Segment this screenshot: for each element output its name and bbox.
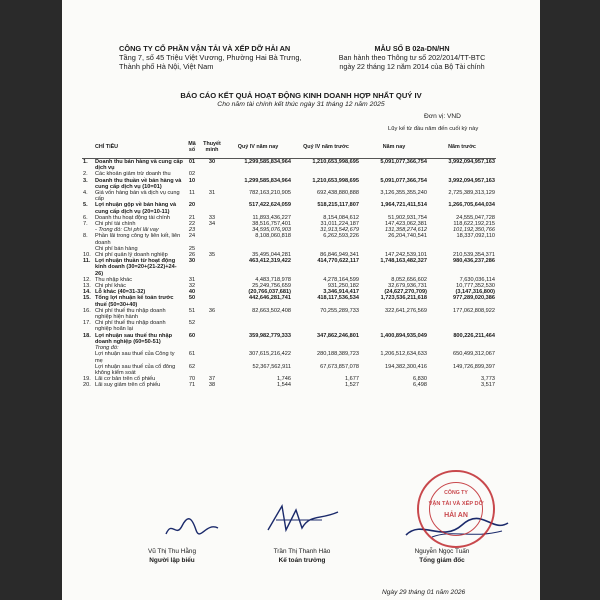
year-previous-value: 3,773 [481,376,495,383]
row-number: 10. [83,252,91,259]
q-current-value: (20,766,037,681) [248,289,291,296]
col-code: Mã số [184,136,200,159]
year-previous-value: 650,499,312,067 [453,351,495,358]
row-label: Doanh thu thuần về bán hàng và cung cấp dịch vụ (10=01) [95,177,182,190]
q-previous-value: 418,117,536,534 [317,295,359,302]
row-code: 10 [188,177,196,184]
signature-accountant [242,548,362,564]
q-current-value: 1,299,585,834,964 [244,159,291,165]
company-address-line2: Thành phố Hà Nội, Việt Nam [119,62,214,71]
row-label: Lợi nhuận thuần từ hoạt động kinh doanh (30=20+(21-22)+24-26) [95,258,177,277]
row-number [82,351,94,363]
year-previous-value: 977,289,020,386 [453,295,495,302]
q-previous-value: 518,215,117,807 [317,202,359,209]
row-code: 23 [188,227,196,234]
row-number: 15. [83,295,91,302]
form-line1: Ban hành theo Thông tư số 202/2014/TT-BTC [338,53,486,62]
q-previous-value: 414,770,622,117 [317,258,359,265]
row-number: 12. [83,276,91,283]
row-number: 3. [83,177,88,184]
year-previous-value: 118,622,192,215 [453,221,495,228]
row-code: 70 [188,376,196,383]
row-label: Giá vốn hàng bán và dịch vụ cung cấp [95,190,180,203]
year-current-value: 26,204,740,541 [388,233,427,240]
row-label: Doanh thu hoạt động tài chính [95,214,170,221]
col-q-previous: Quý IV năm trước [292,136,360,159]
year-previous-value: 3,992,094,957,163 [448,159,495,165]
table-row [82,382,496,388]
q-current-value: 517,422,624,059 [249,202,291,209]
row-code: 24 [188,233,196,240]
q-current-value: 8,108,060,818 [255,233,291,240]
row-number: 11. [83,258,91,265]
year-current-value: 1,206,512,634,633 [380,351,427,358]
q-current-value: 442,646,281,741 [249,295,291,302]
table-header-row [82,136,496,159]
row-label: Lãi cơ bản trên cổ phiếu [95,376,156,383]
seal-line2: VẬN TẢI VÀ XẾP DỠ [428,501,484,507]
q-previous-value: 4,278,164,599 [323,276,359,283]
year-current-value [360,320,428,332]
row-code: 52 [188,320,196,327]
row-note: 31 [208,190,216,197]
year-current-value: 147,423,062,381 [385,221,427,228]
row-note [200,320,224,332]
company-name: CÔNG TY CỔ PHẦN VẬN TẢI VÀ XẾP DỠ HẢI AN [119,44,291,53]
year-current-value: 147,242,539,101 [385,252,427,259]
table-row [82,320,496,332]
row-label: Lợi nhuận sau thuế thu nhập doanh nghiệp (60=50-51) [95,332,173,345]
q-previous-value: 31,011,224,187 [320,221,359,228]
year-previous-value: 177,062,808,922 [453,307,495,314]
signatory-name: Trần Thị Thanh Hảo [273,548,331,555]
form-line2: ngày 22 tháng 12 năm 2014 của Bộ Tài chính [339,62,485,71]
year-current-value: 5,091,077,366,754 [380,177,427,184]
signature-preparer-icon [162,512,222,542]
signatory-name: Vũ Thị Thu Hằng [147,548,197,555]
q-current-value: 52,367,562,911 [252,363,291,370]
row-number: 2. [83,171,88,178]
row-label: Phần lãi trong công ty liên kết, liên doanh [95,233,181,246]
q-current-value: 307,615,216,422 [249,351,291,358]
row-number: 16. [83,307,91,314]
row-code: 01 [188,159,196,165]
row-code: 32 [188,283,196,290]
year-current-value: 51,902,931,754 [388,214,427,221]
q-previous-value: 8,154,084,612 [323,214,359,221]
document-page [62,0,540,600]
q-previous-value: 280,188,389,723 [317,351,359,358]
year-previous-value: 210,539,354,371 [453,252,495,259]
company-seal [417,470,495,548]
table-row [82,351,496,363]
signatory-role: Tổng giám đốc [419,557,465,564]
row-code: 62 [188,363,196,370]
q-previous-value: 1,677 [345,376,359,383]
year-previous-value: 2,725,389,313,129 [448,190,495,197]
row-number: 20. [83,382,91,389]
row-number: 4. [83,190,88,197]
report-title: BÁO CÁO KẾT QUẢ HOẠT ĐỘNG KINH DOANH HỢP NHẤT QUÝ IV [180,91,422,100]
year-current-value: 5,091,077,366,754 [380,159,427,165]
q-previous-value: 86,846,949,341 [320,252,359,259]
row-note: 33 [208,214,216,221]
year-previous-value: 10,777,352,530 [456,283,495,290]
row-note [200,178,224,190]
table-row [82,295,496,307]
q-previous-value: 70,255,289,733 [320,307,359,314]
q-previous-value: 67,673,857,078 [320,363,359,370]
income-statement-table [82,136,496,389]
row-label: Chi phí tài chính [95,221,136,228]
row-number [82,364,94,376]
year-current-value: 194,382,300,416 [385,363,427,370]
year-current-value: 1,964,721,411,514 [380,202,427,209]
table-row [82,233,496,245]
row-note [200,351,224,363]
signatory-role: Kế toán trưởng [278,557,326,564]
year-current-value: 6,498 [413,382,427,389]
q-current-value: 1,746 [277,376,291,383]
row-note [200,233,224,245]
company-block [119,44,302,71]
q-previous-value: 931,250,182 [327,283,359,290]
q-current-value: 1,544 [277,382,291,389]
q-previous-value: 1,210,653,998,695 [312,177,359,184]
seal-line1: CÔNG TY [444,490,468,496]
q-current-value: 82,663,502,408 [252,307,291,314]
seal-line3: HẢI AN [444,512,468,519]
year-previous-value: 7,630,036,114 [459,276,495,283]
table-row [82,333,496,345]
q-current-value: 34,595,076,903 [252,227,291,234]
q-current-value: 463,412,319,422 [249,258,291,265]
year-previous-value: 3,517 [481,382,495,389]
row-code: 50 [188,295,196,302]
signatory-role: Người lập biểu [149,557,195,564]
row-label: Tổng lợi nhuận kế toán trước thuế (50=30+40) [95,295,174,308]
row-label: Lỗ khác (40=31-32) [95,289,146,296]
q-current-value: 38,516,757,401 [252,221,291,228]
row-label: - Trong đó: Chi phí lãi vay [95,227,159,234]
row-note: 38 [208,382,216,389]
year-previous-value: (3,147,316,800) [455,289,495,296]
row-label: Lãi suy giảm trên cổ phiếu [95,382,161,389]
currency-unit: Đơn vị: VND [424,113,461,120]
row-number: 7. [83,221,88,228]
year-current-value: 32,679,936,731 [388,283,427,290]
year-previous-value: 18,337,092,110 [456,233,495,240]
row-label: Chi phí khác [95,283,127,290]
q-previous-value: 6,262,593,226 [323,233,359,240]
row-code: 22 [188,221,196,228]
year-current-value: 6,830 [413,376,427,383]
col-item: CHỈ TIÊU [94,136,184,159]
q-current-value [224,320,292,332]
company-address-line1: Tầng 7, số 45 Triệu Việt Vương, Phường Hai Bà Trưng, [119,53,302,62]
table-row [82,308,496,320]
table-row [82,178,496,190]
row-code: 61 [188,351,196,358]
row-code: 20 [188,202,196,209]
row-number: 1. [83,159,88,165]
q-previous-value: 3,346,914,417 [323,289,359,296]
row-label: Thu nhập khác [95,276,133,283]
row-number: 6. [83,214,88,221]
report-subtitle: Cho năm tài chính kết thúc ngày 31 tháng 12 năm 2025 [217,101,385,108]
row-label: Các khoản giảm trừ doanh thu [95,171,171,178]
year-previous-value: 149,726,899,397 [453,363,495,370]
row-note [200,258,224,277]
row-label: Chi phí thuế thu nhập doanh nghiệp hiện hành [95,307,166,321]
col-no [82,136,94,159]
year-previous-value: 24,555,047,728 [456,214,495,221]
row-number: 14. [83,289,91,296]
table-row [82,202,496,214]
row-label: Lợi nhuận sau thuế của Công ty mẹ [95,351,175,364]
report-date: Ngày 29 tháng 01 năm 2026 [382,589,466,596]
table-row [82,159,496,172]
form-code: MẪU SỐ B 02a-DN/HN [374,44,450,53]
year-previous-value: 800,226,211,464 [453,332,495,339]
row-label: Lợi nhuận sau thuế của cổ đông không kiểm soát [95,363,176,376]
col-note: Thuyết minh [200,136,224,159]
row-code: 51 [188,307,196,314]
q-current-value: 359,982,779,333 [249,332,291,339]
row-code: 25 [188,245,196,252]
row-number: 18. [83,332,91,339]
q-previous-value [292,320,360,332]
row-code: 02 [188,171,196,178]
year-previous-value [428,320,496,332]
row-number: 19. [83,376,91,383]
row-code: 60 [188,332,196,339]
cumulative-label: Lũy kế từ đầu năm đến cuối kỳ này [388,126,479,132]
row-code: 21 [188,214,196,221]
signature-accountant-icon [262,500,342,540]
row-code: 31 [188,276,196,283]
row-code: 30 [188,258,196,265]
q-current-value: 11,893,436,227 [252,214,291,221]
row-number: 8. [83,233,88,240]
row-note [200,333,224,345]
row-note [200,295,224,307]
year-previous-value: 980,436,237,286 [453,258,495,265]
q-current-value: 25,249,756,659 [252,283,291,290]
row-label: Chi phí thuế thu nhập doanh nghiệp hoãn lại [95,320,166,333]
row-code: 40 [188,289,196,296]
row-number: 17. [83,320,91,327]
year-previous-value: 101,192,350,766 [453,227,495,234]
q-previous-value: 31,913,542,679 [320,227,359,234]
year-current-value: (24,627,270,709) [384,289,427,296]
row-number: 5. [83,202,88,209]
q-previous-value: 692,438,880,888 [317,190,359,197]
signatory-name: Nguyễn Ngọc Tuấn [414,548,470,555]
q-current-value: 35,495,044,281 [252,252,291,259]
row-label: Doanh thu bán hàng và cung cấp dịch vụ [95,159,183,172]
year-current-value: 131,358,274,612 [385,227,427,234]
col-q-current: Quý IV năm nay [224,136,292,159]
row-label: Chi phí quản lý doanh nghiệp [95,252,168,259]
row-note [200,364,224,376]
row-note: 35 [208,252,216,259]
row-label: Chi phí bán hàng [95,245,138,252]
row-code: 26 [188,252,196,259]
row-label: Trong đó: [95,345,119,352]
year-previous-value: 1,266,705,644,034 [448,202,495,209]
q-previous-value: 1,210,653,998,695 [312,159,359,165]
q-current-value: 1,299,585,834,964 [244,177,291,184]
year-current-value: 8,052,656,602 [391,276,427,283]
year-current-value: 3,126,355,355,240 [380,190,427,197]
q-previous-value: 347,862,246,801 [317,332,359,339]
col-year-previous: Năm trước [428,136,496,159]
year-previous-value: 3,992,094,957,163 [448,177,495,184]
row-note: 37 [208,376,216,383]
q-current-value: 4,483,718,978 [255,276,291,283]
col-year-current: Năm nay [360,136,428,159]
row-note: 36 [208,307,216,314]
row-note: 34 [208,221,216,228]
form-block [337,44,487,71]
table-row [82,190,496,202]
row-code: 11 [189,190,195,197]
table-row [82,258,496,277]
signature-director [382,548,502,564]
row-number: 13. [83,283,91,290]
q-current-value: 782,163,210,905 [249,190,291,197]
signature-preparer [117,548,227,564]
row-code: 71 [188,382,196,389]
row-label: Lợi nhuận gộp về bán hàng và cung cấp dịch vụ (20=10-11) [95,202,177,215]
year-current-value: 1,748,163,482,327 [380,258,427,265]
year-current-value: 1,400,894,935,049 [380,332,427,339]
row-note: 30 [208,159,216,165]
row-note [200,202,224,214]
year-current-value: 322,641,276,569 [385,307,427,314]
q-previous-value: 1,527 [345,382,359,389]
year-current-value: 1,723,536,211,618 [380,295,427,302]
table-row [82,364,496,376]
